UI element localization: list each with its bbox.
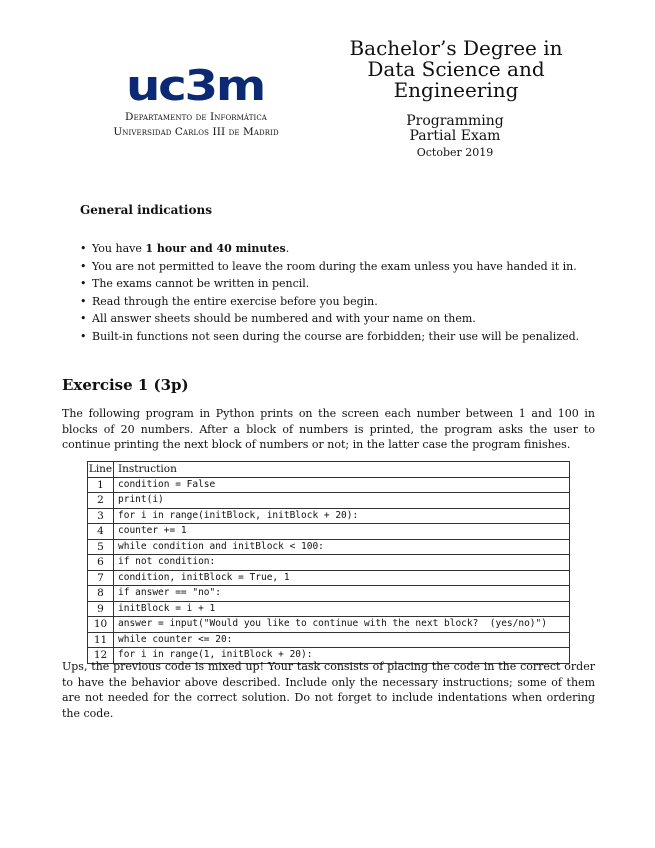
instruction-table (87, 461, 570, 664)
course-line-2: Partial Exam (409, 128, 501, 144)
instruction-cell: initBlock = i + 1 (114, 601, 570, 617)
line-number: 3 (88, 508, 114, 524)
line-number: 8 (88, 586, 114, 602)
instruction-cell: counter += 1 (114, 524, 570, 540)
line-number: 9 (88, 601, 114, 617)
col-instruction-header: Instruction (114, 462, 570, 478)
table-row (88, 617, 570, 633)
table-row (88, 493, 570, 509)
table-row (88, 632, 570, 648)
line-number: 10 (88, 617, 114, 633)
instruction-cell: answer = input("Would you like to continue with the next block? (yes/no)") (114, 617, 570, 633)
line-number: 6 (88, 555, 114, 571)
exercise-heading: Exercise 1 (3p) (62, 376, 189, 394)
line-number: 5 (88, 539, 114, 555)
list-item: • You are not permitted to leave the room during the exam unless you have handed it in. (80, 258, 580, 276)
list-item: • The exams cannot be written in pencil. (80, 275, 580, 293)
table-row (88, 524, 570, 540)
uc3m-logo (126, 66, 266, 106)
instruction-cell: for i in range(initBlock, initBlock + 20): (114, 508, 570, 524)
instruction-cell: print(i) (114, 493, 570, 509)
line-number: 4 (88, 524, 114, 540)
table-row (88, 586, 570, 602)
exercise-intro: The following program in Python prints on the screen each number between 1 and 100 in blocks of 20 numbers. After a block of numbers is printed, the program asks the user to continue printing the next block of numbers or not; in the latter case the program finishes. (62, 407, 595, 451)
department-name: Departamento de Informática (125, 111, 267, 123)
table-row (88, 570, 570, 586)
instruction-cell: while counter <= 20: (114, 632, 570, 648)
exam-date: October 2019 (416, 146, 494, 159)
list-item: • You have 1 hour and 40 minutes. (80, 240, 580, 258)
degree-line-3: Engineering (393, 78, 519, 102)
instruction-cell: condition, initBlock = True, 1 (114, 570, 570, 586)
list-item: • All answer sheets should be numbered and with your name on them. (80, 310, 580, 328)
university-name: Universidad Carlos III de Madrid (113, 126, 279, 138)
general-indications-list (80, 240, 580, 345)
logo-text: uc3m (126, 66, 264, 106)
table-row (88, 477, 570, 493)
course-title (360, 114, 550, 144)
degree-title (330, 38, 582, 101)
table-row (88, 555, 570, 571)
instruction-cell: condition = False (114, 477, 570, 493)
instruction-cell: if not condition: (114, 555, 570, 571)
col-line-header: Line (88, 463, 113, 475)
table-row (88, 539, 570, 555)
line-number: 7 (88, 570, 114, 586)
instruction-cell: while condition and initBlock < 100: (114, 539, 570, 555)
general-indications-heading: General indications (80, 203, 212, 217)
exercise-outro: Ups, the previous code is mixed up! Your task consists of placing the code in the correct order to have the behavior above described. Include only the necessary instructions; some of them are not needed for the correct solution. Do not forget to include indentations when ordering the code. (62, 660, 595, 720)
instruction-cell: if answer == "no": (114, 586, 570, 602)
instruction-cell: for i in range(1, initBlock + 20): (114, 648, 570, 664)
table-header-row (88, 462, 570, 478)
table-row (88, 508, 570, 524)
degree-line-1: Bachelor’s Degree in (349, 36, 563, 60)
list-item: • Built-in functions not seen during the course are forbidden; their use will be penalized. (80, 328, 580, 346)
list-item: • Read through the entire exercise before you begin. (80, 293, 580, 311)
line-number: 12 (88, 648, 114, 664)
course-line-1: Programming (406, 113, 504, 129)
department-block (80, 110, 312, 140)
degree-line-2: Data Science and (367, 57, 545, 81)
table-row (88, 601, 570, 617)
line-number: 11 (88, 632, 114, 648)
line-number: 1 (88, 477, 114, 493)
line-number: 2 (88, 493, 114, 509)
